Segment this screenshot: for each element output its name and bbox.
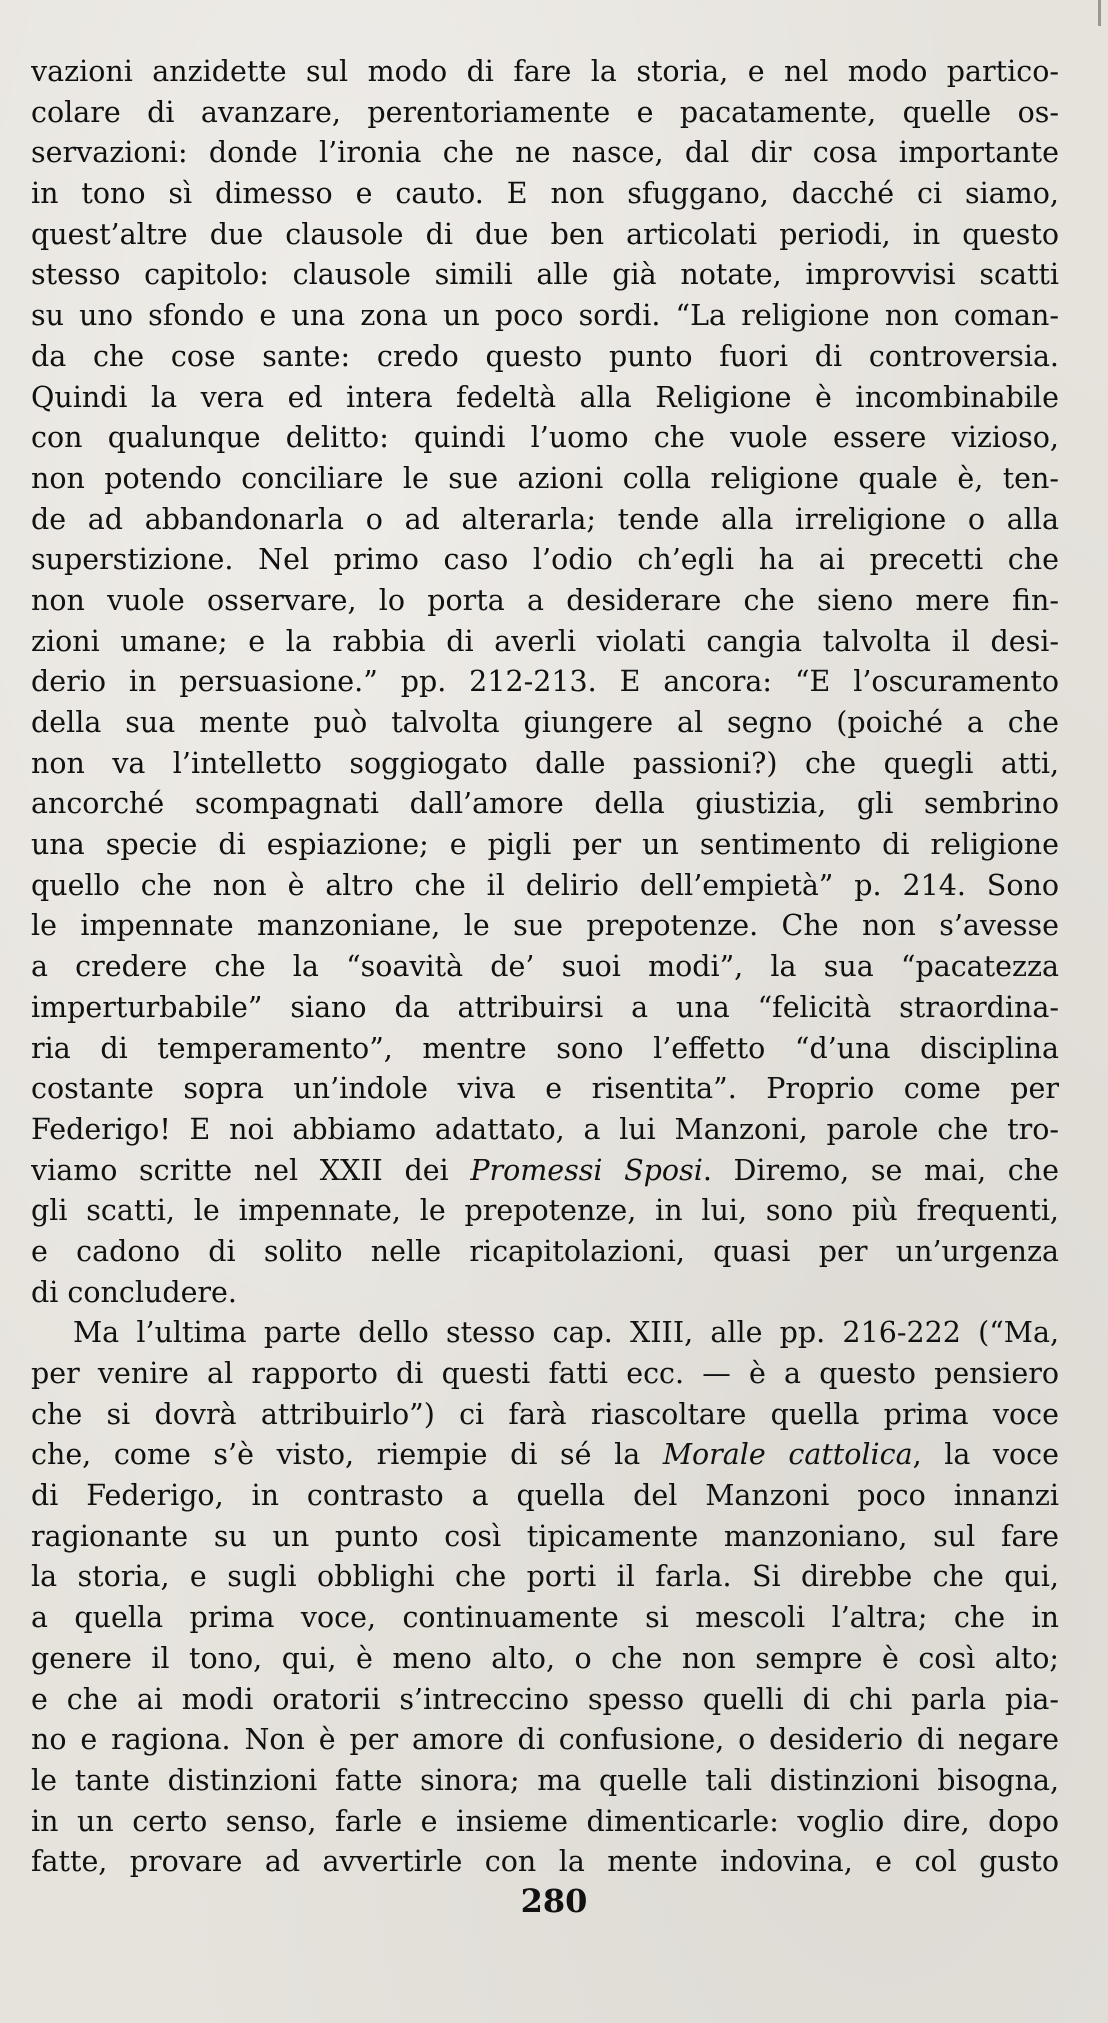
text-segment: viamo scritte nel XXII dei: [31, 1153, 471, 1187]
text-line: fatte, provare ad avvertirle con la mente indovina, e col gusto: [31, 1845, 1059, 1879]
text-line: e cadono di solito nelle ricapitolazioni, quasi per un’urgenza: [31, 1234, 1059, 1268]
text-line: colare di avanzare, perentoriamente e pacatamente, quelle os-: [31, 95, 1059, 129]
text-line: per venire al rapporto di questi fatti ecc. — è a questo pensiero: [31, 1357, 1059, 1390]
text-line: no e ragiona. Non è per amore di confusione, o desiderio di negare: [31, 1723, 1059, 1757]
text-line: ria di temperamento”, mentre sono l’effetto “d’una disciplina: [31, 1031, 1059, 1065]
text-line: che si dovrà attribuirlo”) ci farà riascoltare quella prima voce: [31, 1397, 1059, 1431]
italic-title: Morale cattolica: [662, 1438, 913, 1472]
text-line: Federigo! E noi abbiamo adattato, a lui Manzoni, parole che tro-: [31, 1112, 1059, 1146]
text-line: non potendo conciliare le sue azioni colla religione quale è, ten-: [31, 461, 1059, 495]
text-segment: . Diremo, se mai, che: [702, 1153, 1059, 1187]
text-line: di Federigo, in contrasto a quella del Manzoni poco innanzi: [31, 1479, 1059, 1513]
text-line: zioni umane; e la rabbia di averli violati cangia talvolta il desi-: [31, 624, 1059, 658]
text-line: in un certo senso, farle e insieme dimenticarle: voglio dire, dopo: [31, 1804, 1059, 1838]
text-line: ancorché scompagnati dall’amore della giustizia, gli sembrino: [31, 787, 1059, 821]
text-line: superstizione. Nel primo caso l’odio ch’egli ha ai precetti che: [31, 543, 1059, 577]
text-line: de ad abbandonarla o ad alterarla; tende alla irreligione o alla: [31, 502, 1059, 536]
text-line: quello che non è altro che il delirio dell’empietà” p. 214. Sono: [31, 868, 1059, 902]
page-edge-mark: [1098, 0, 1101, 26]
text-line: ragionante su un punto così tipicamente manzoniano, sul fare: [31, 1519, 1059, 1553]
text-line: genere il tono, qui, è meno alto, o che non sempre è così alto;: [31, 1641, 1059, 1675]
text-line: le tante distinzioni fatte sinora; ma quelle tali distinzioni bisogna,: [31, 1763, 1059, 1797]
text-line: una specie di espiazione; e pigli per un sentimento di religione: [31, 828, 1059, 862]
text-line: le impennate manzoniane, le sue prepotenze. Che non s’avesse: [31, 909, 1059, 943]
text-line: e che ai modi oratorii s’intreccino spesso quelli di chi parla pia-: [31, 1682, 1059, 1716]
text-line: non vuole osservare, lo porta a desiderare che sieno mere fin-: [31, 583, 1059, 617]
text-line: con qualunque delitto: quindi l’uomo che vuole essere vizioso,: [31, 421, 1059, 455]
text-line: quest’altre due clausole di due ben articolati periodi, in questo: [31, 217, 1059, 251]
text-line: servazioni: donde l’ironia che ne nasce, dal dir cosa importante: [31, 136, 1059, 170]
text-line: di concludere.: [31, 1275, 237, 1309]
paragraph-1: [31, 52, 1059, 1313]
text-line: Quindi la vera ed intera fedeltà alla Religione è incombinabile: [31, 380, 1059, 414]
text-segment: , la voce: [912, 1438, 1059, 1472]
text-line: su uno sfondo e una zona un poco sordi. “La religione non coman-: [31, 299, 1059, 333]
text-line-with-italic: [31, 1435, 1059, 1476]
text-line-with-italic: [31, 1151, 1059, 1192]
text-line: a quella prima voce, continuamente si mescoli l’altra; che in: [31, 1601, 1059, 1635]
text-line: imperturbabile” siano da attribuirsi a una “felicità straordina-: [31, 990, 1059, 1024]
text-line: stesso capitolo: clausole simili alle già notate, improvvisi scatti: [31, 258, 1059, 292]
body-text: [31, 52, 1059, 1883]
text-line: da che cose sante: credo questo punto fuori di controversia.: [31, 339, 1059, 373]
paragraph-2: [31, 1313, 1059, 1883]
text-line: non va l’intelletto soggiogato dalle passioni?) che quegli atti,: [31, 746, 1059, 780]
text-line: derio in persuasione.” pp. 212-213. E ancora: “E l’oscuramento: [31, 665, 1059, 699]
text-line: Ma l’ultima parte dello stesso cap. XIII, alle pp. 216-222 (“Ma,: [73, 1316, 1059, 1350]
italic-title: Promessi Sposi: [470, 1153, 703, 1187]
text-line: vazioni anzidette sul modo di fare la storia, e nel modo partico-: [31, 55, 1059, 88]
page-number: 280: [520, 1882, 588, 1920]
text-line: a credere che la “soavità de’ suoi modi”, la sua “pacatezza: [31, 950, 1059, 984]
text-segment: che, come s’è visto, riempie di sé la: [31, 1438, 663, 1472]
text-line: della sua mente può talvolta giungere al segno (poiché a che: [31, 706, 1059, 739]
text-line: la storia, e sugli obblighi che porti il farla. Si direbbe che qui,: [31, 1560, 1059, 1594]
text-line: in tono sì dimesso e cauto. E non sfuggano, dacché ci siamo,: [31, 177, 1059, 211]
text-line: gli scatti, le impennate, le prepotenze, in lui, sono più frequenti,: [31, 1194, 1059, 1228]
text-line: costante sopra un’indole viva e risentita”. Proprio come per: [31, 1072, 1059, 1106]
